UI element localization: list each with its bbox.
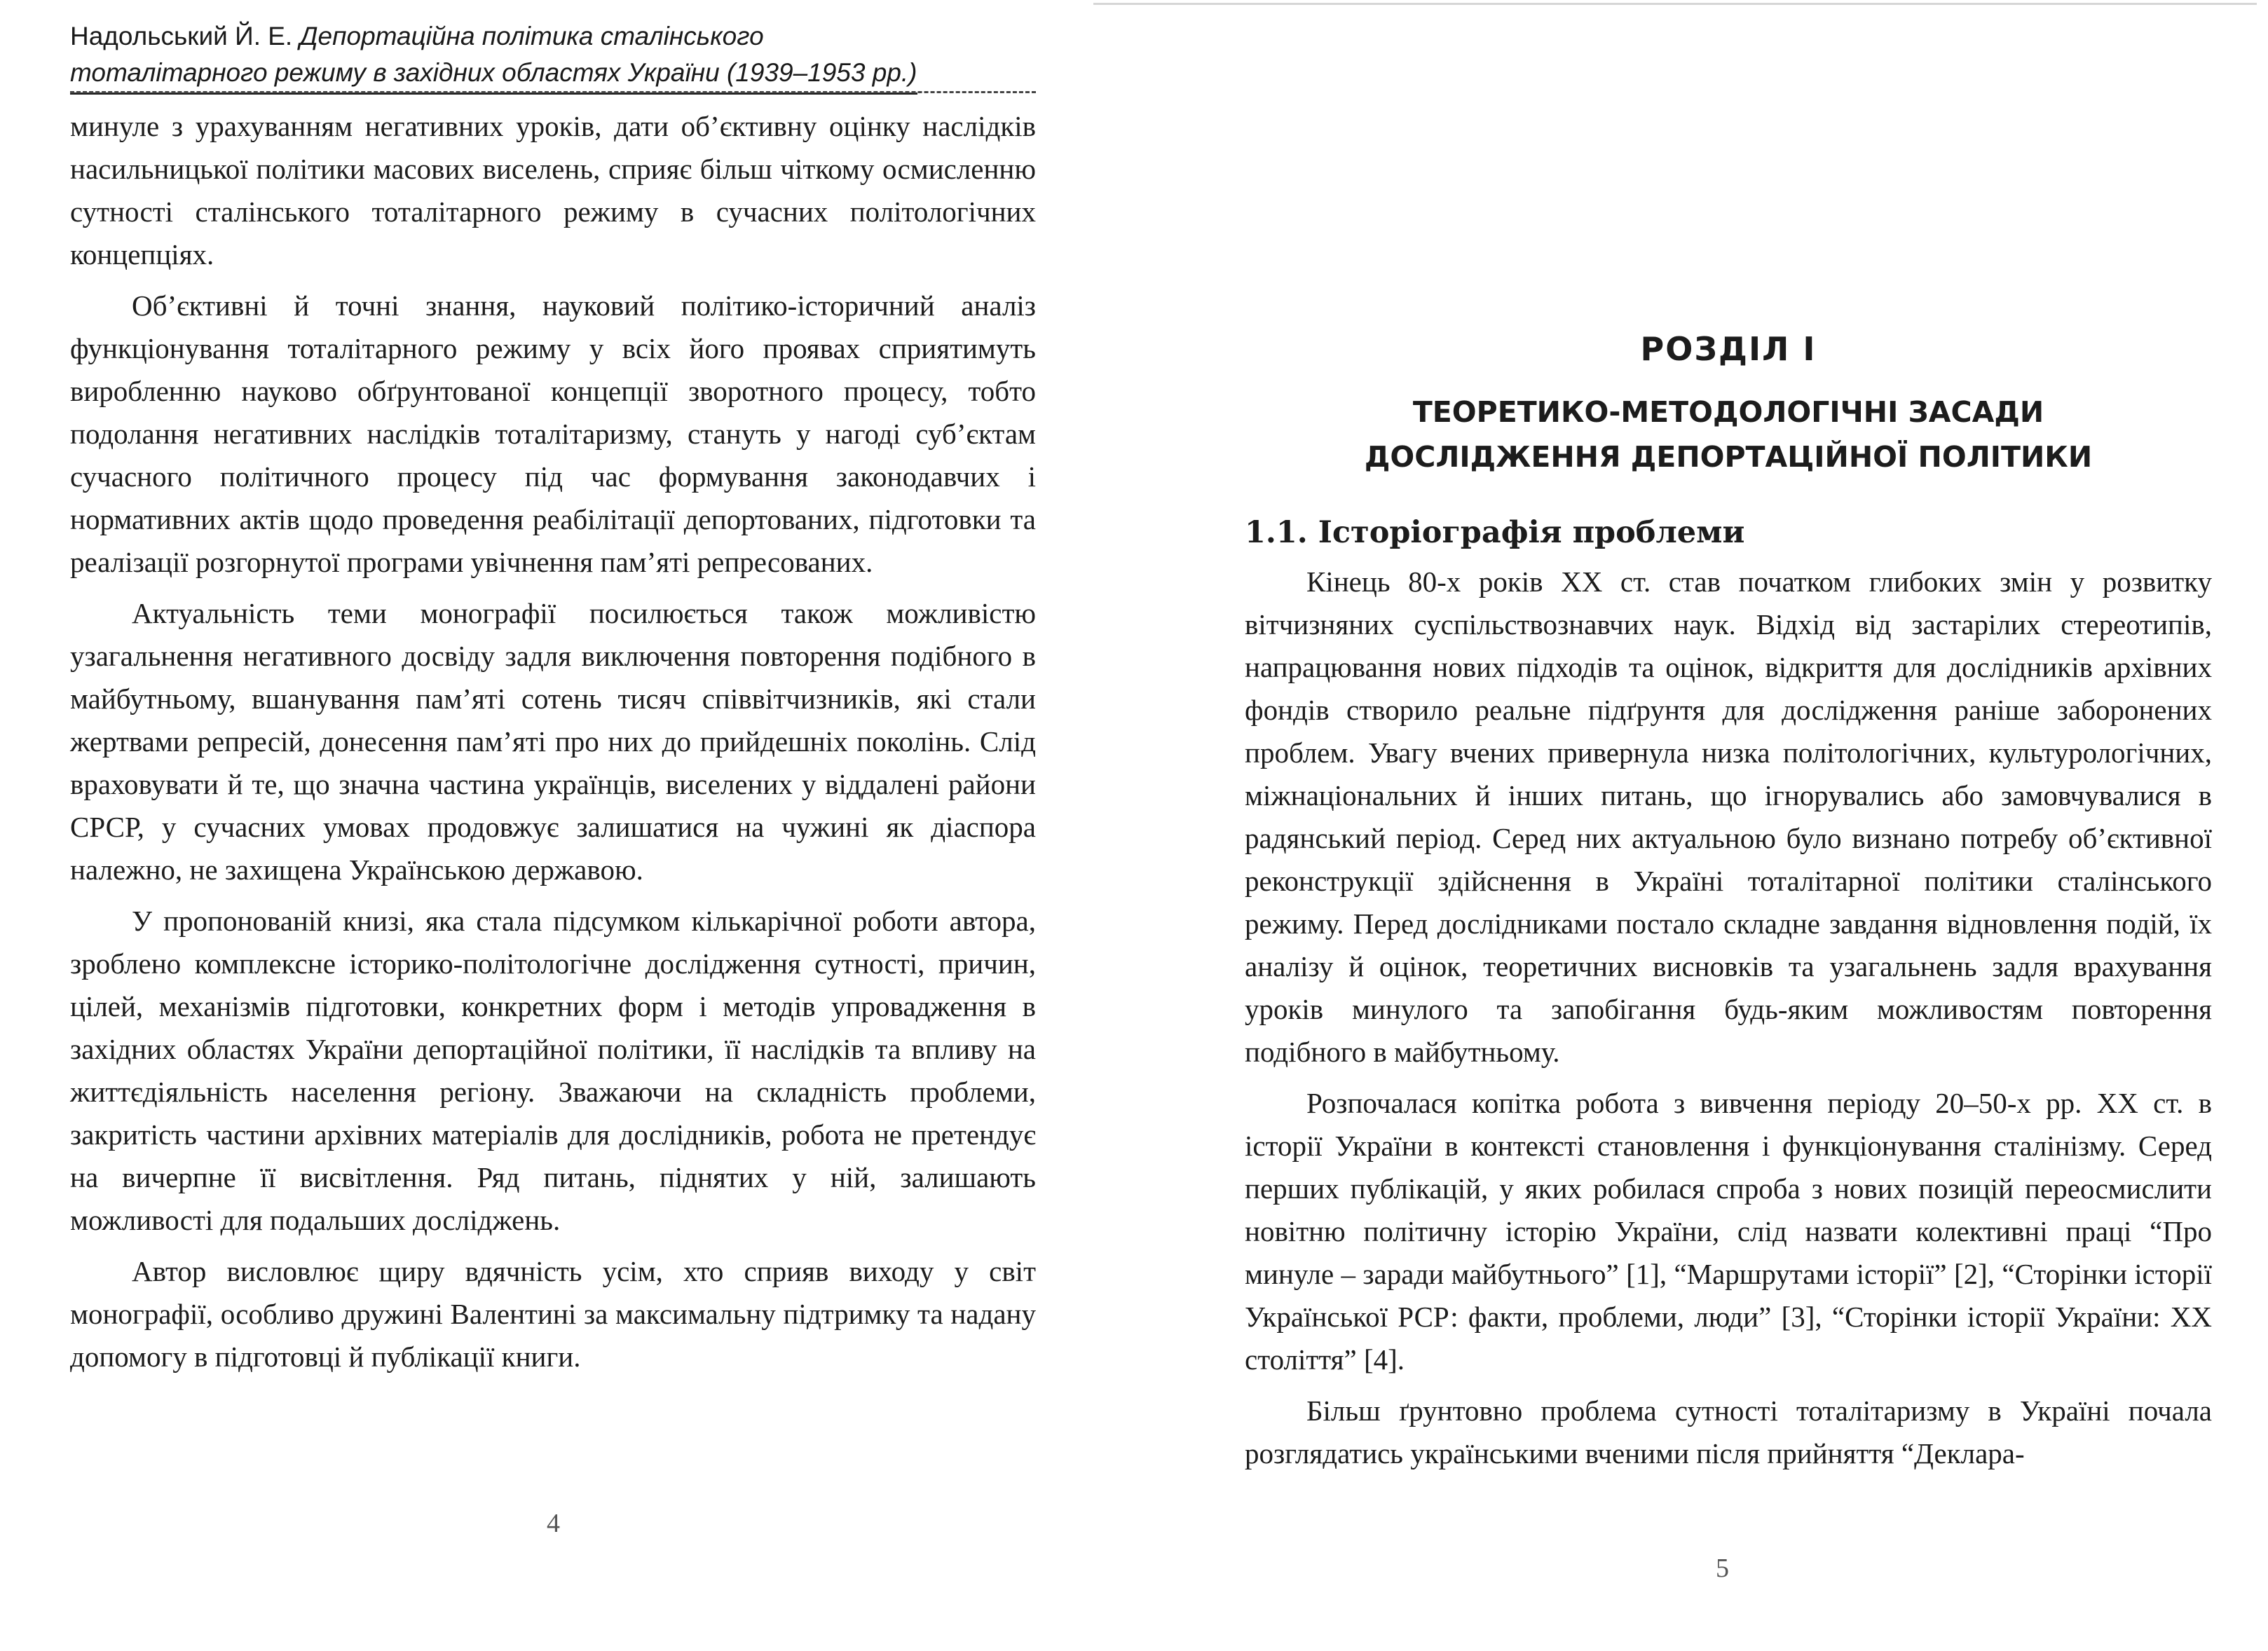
left-paragraph-5: Автор висловлює щиру вдячність усім, хто сприяв виходу у світ монографії, особливо дружині Валентині за максимальну підтримку та надану допомогу в підготовці й публікації книги. (70, 1255, 1036, 1373)
right-paragraph-3: Більш ґрунтовно проблема сутності тоталітаризму в Україні почала розглядатись українськими вченими після прийняття “Деклара- (1245, 1395, 2212, 1470)
right-body-text (1245, 561, 2212, 1484)
right-paragraph-1: Кінець 80-х років ХХ ст. став початком глибоких змін у розвитку вітчизняних суспільствознавчих наук. Відхід від застарілих стереотипів, напрацювання нових підходів та оцінок, відкриття для дослідників архівних фондів створило реальне підґрунтя для дослідження раніше заборонених проблем. Увагу вчених привернула низка політологічних, культурологічних, міжнаціональних й інших питань, що ігнорувались або замовчувалися в радянський період. Серед них актуальною було визнано потребу об’єктивної реконструкції здійснення в Україні тоталітарної політики сталінського режиму. Перед дослідниками постало складне завдання відновлення подій, їх аналізу й оцінок, теоретичних висновків та узагальнень задля врахування уроків минулого та запобігання будь-яким можливостям повторення подібного в майбутньому. (1245, 566, 2212, 1068)
left-paragraph-3: Актуальність теми монографії посилюється також можливістю узагальнення негативного досвіду задля виключення повторення подібного в майбутньому, вшанування пам’яті сотень тисяч співвітчизників, які стали жертвами репресій, донесення пам’яті про них до прийдешніх поколінь. Слід враховувати й те, що значна частина українців, виселених у віддалені райони СРСР, у сучасних умовах продовжує залишатися на чужині як діаспора належно, не захищена Українською державою. (70, 597, 1036, 886)
chapter-label: РОЗДІЛ І (1640, 330, 1817, 368)
running-head-author: Надольський Й. Е. (70, 22, 293, 50)
running-head-divider (70, 91, 1036, 93)
chapter-title-line2: ДОСЛІДЖЕННЯ ДЕПОРТАЦІЙНОЇ ПОЛІТИКИ (1364, 440, 2093, 474)
running-head-title-line1: Депортаційна політика сталінського (299, 22, 764, 50)
page-number-left: 4 (547, 1509, 560, 1538)
running-head (70, 18, 1023, 95)
left-body-text (70, 105, 1036, 1387)
left-page (0, 0, 1093, 1651)
right-page (1121, 0, 2268, 1651)
left-paragraph-4: У пропонованій книзі, яка стала підсумком кількарічної роботи автора, зроблено комплексне історико-політологічне дослідження сутності, причин, цілей, механізмів підготовки, конкретних форм і методів упровадження в західних областях України депортаційної політики, її наслідків та впливу на життєдіяльність населення регіону. Зважаючи на складність проблеми, закритість частини архівних матеріалів для дослідників, робота не претендує на вичерпне її висвітлення. Ряд питань, піднятих у ній, залишають можливості для подальших досліджень. (70, 905, 1036, 1236)
left-paragraph-1: минуле з урахуванням негативних уроків, дати об’єктивну оцінку наслідків насильницької політики масових виселень, сприяє більш чіткому осмисленню сутності сталінського тоталітарного режиму в сучасних політологічних концепціях. (70, 110, 1036, 270)
left-paragraph-2: Об’єктивні й точні знання, науковий політико-історичний аналіз функціонування тоталітарного режиму у всіх його проявах сприятимуть виробленню науково обґрунтованої концепції зворотного процесу, тобто подолання негативних наслідків тоталітаризму, стануть у нагоді суб’єктам сучасного політичного процесу під час формування законодавчих і нормативних актів щодо проведення реабілітації депортованих, підготовки та реалізації розгорнутої програми увічнення пам’яті репресованих. (70, 289, 1036, 578)
section-heading: 1.1. Історіографія проблеми (1245, 515, 1745, 550)
right-paragraph-2: Розпочалася копітка робота з вивчення періоду 20–50-х рр. ХХ ст. в історії України в контексті становлення і функціонування сталінізму. Серед перших публікацій, у яких робилася спроба з нових позицій переосмислити новітню політичну історію України, слід назвати колективні праці “Про минуле – заради майбутнього” [1], “Маршрутами історії” [2], “Сторінки історії Української РСР: факти, проблеми, люди” [3], “Сторінки історії України: ХХ століття” [4]. (1245, 1087, 2212, 1376)
chapter-title (1245, 390, 2212, 479)
chapter-title-line1: ТЕОРЕТИКО-МЕТОДОЛОГІЧНІ ЗАСАДИ (1412, 395, 2044, 429)
page-number-right: 5 (1716, 1554, 1729, 1583)
running-head-title-line2: тоталітарного режиму в західних областях України (1939–1953 рр.) (70, 55, 917, 95)
